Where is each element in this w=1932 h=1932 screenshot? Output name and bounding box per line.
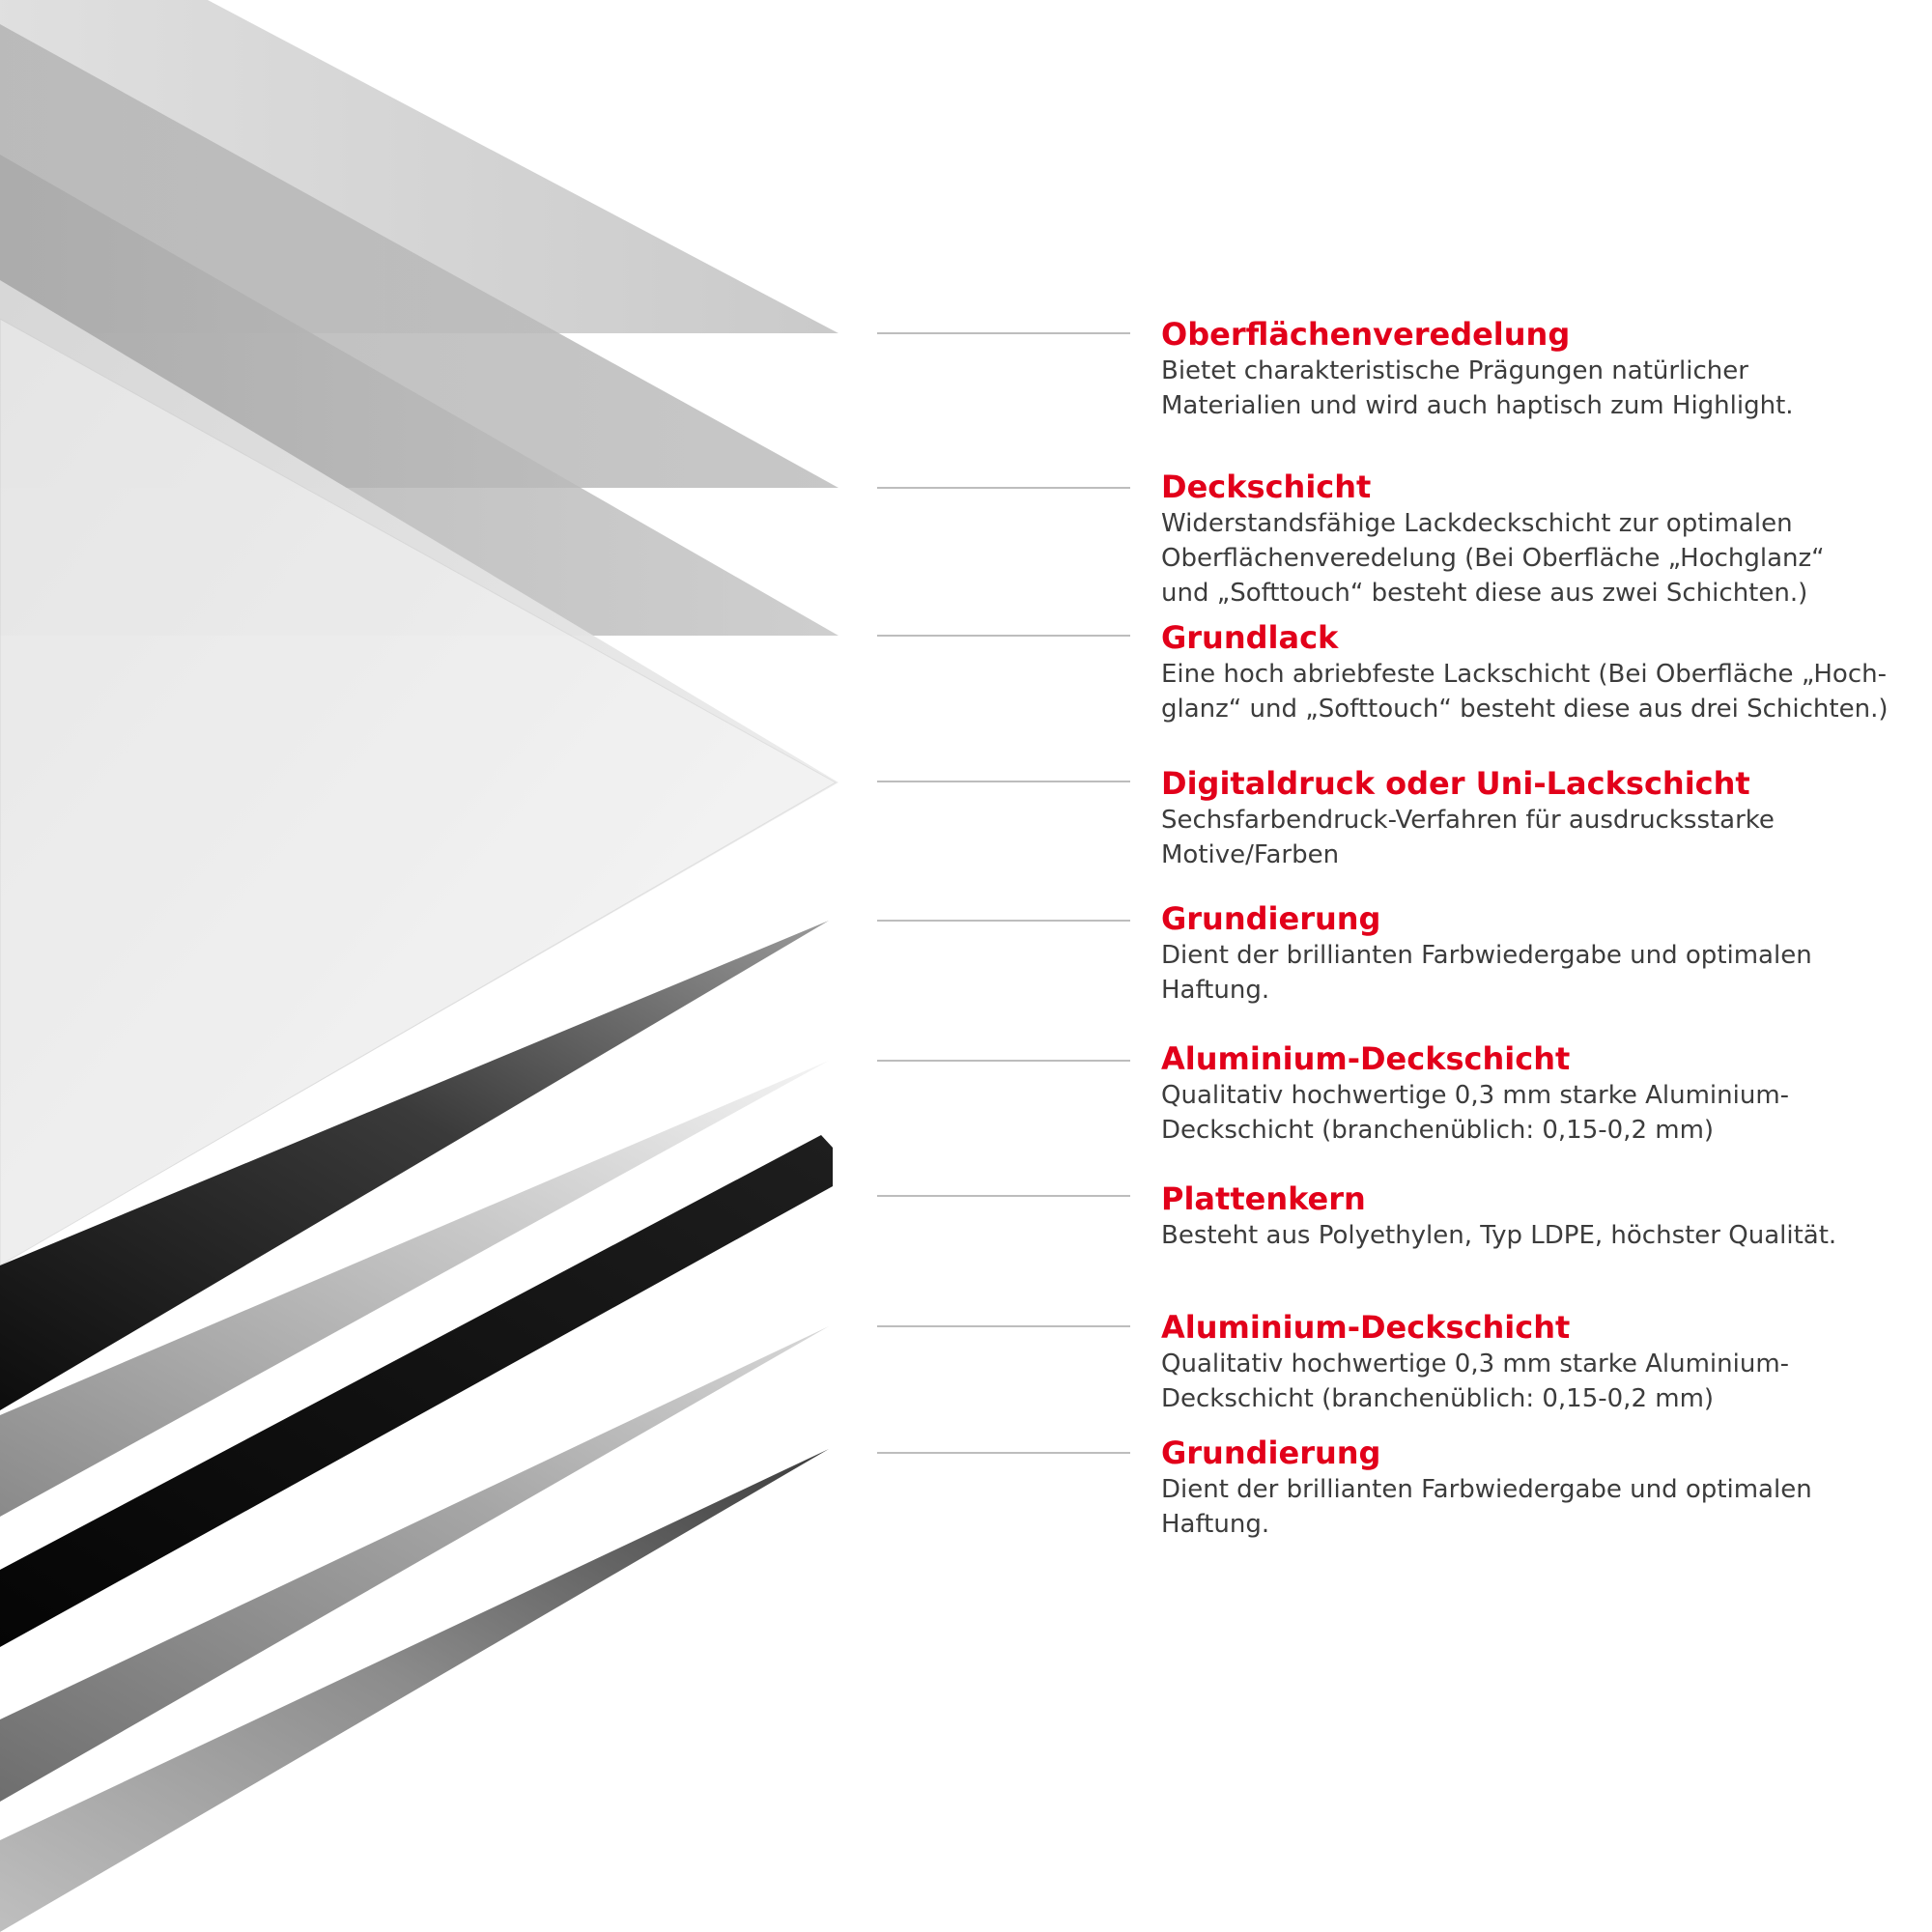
- label-title: Grundierung: [1161, 900, 1381, 937]
- label-title: Deckschicht: [1161, 469, 1372, 505]
- leader-line: [877, 1325, 1130, 1327]
- leader-line: [877, 332, 1130, 334]
- label-desc-line: Motive/Farben: [1161, 840, 1340, 869]
- label-desc-line: Haftung.: [1161, 976, 1270, 1005]
- label-core: [1161, 1180, 1895, 1253]
- label-title: Digitaldruck oder Uni-Lackschicht: [1161, 765, 1750, 802]
- label-title: Plattenkern: [1161, 1180, 1366, 1217]
- label-desc-line: Bietet charakteristische Prägungen natürlicher: [1161, 356, 1748, 385]
- label-title: Aluminium-Deckschicht: [1161, 1309, 1571, 1346]
- label-title: Grundierung: [1161, 1435, 1381, 1471]
- label-title: Grundlack: [1161, 619, 1339, 656]
- label-digital-print: [1161, 765, 1895, 872]
- label-desc-line: Widerstandsfähige Lackdeckschicht zur optimalen: [1161, 509, 1793, 538]
- leader-line: [877, 487, 1130, 489]
- leader-line: [877, 1060, 1130, 1062]
- label-desc-line: glanz“ und „Softtouch“ besteht diese aus drei Schichten.): [1161, 695, 1889, 724]
- label-primer: [1161, 900, 1895, 1008]
- label-base-lacquer: [1161, 619, 1895, 726]
- leader-line: [877, 781, 1130, 782]
- label-desc-line: Haftung.: [1161, 1510, 1270, 1539]
- label-primer-bottom: [1161, 1435, 1895, 1542]
- label-desc-line: Qualitativ hochwertige 0,3 mm starke Aluminium-: [1161, 1081, 1790, 1110]
- label-desc-line: Dient der brillianten Farbwiedergabe und optimalen: [1161, 941, 1812, 970]
- label-desc-line: Eine hoch abriebfeste Lackschicht (Bei Oberfläche „Hoch-: [1161, 660, 1887, 689]
- leader-line: [877, 635, 1130, 637]
- label-desc-line: Sechsfarbendruck-Verfahren für ausdrucksstarke: [1161, 806, 1775, 835]
- label-desc-line: Qualitativ hochwertige 0,3 mm starke Aluminium-: [1161, 1350, 1790, 1378]
- label-desc-line: Oberflächenveredelung (Bei Oberfläche „Hochglanz“: [1161, 544, 1825, 573]
- label-top-coat: [1161, 469, 1895, 611]
- label-surface-finish: [1161, 316, 1895, 423]
- label-desc-line: Besteht aus Polyethylen, Typ LDPE, höchster Qualität.: [1161, 1221, 1837, 1250]
- label-title: Oberflächenveredelung: [1161, 316, 1571, 353]
- leader-line: [877, 920, 1130, 922]
- label-aluminium-bottom: [1161, 1309, 1895, 1416]
- leader-line: [877, 1452, 1130, 1454]
- label-desc-line: Dient der brillianten Farbwiedergabe und optimalen: [1161, 1475, 1812, 1504]
- label-desc-line: Materialien und wird auch haptisch zum Highlight.: [1161, 391, 1794, 420]
- label-aluminium-top: [1161, 1040, 1895, 1148]
- label-desc-line: und „Softtouch“ besteht diese aus zwei Schichten.): [1161, 579, 1808, 608]
- label-desc-line: Deckschicht (branchenüblich: 0,15-0,2 mm): [1161, 1116, 1715, 1145]
- label-desc-line: Deckschicht (branchenüblich: 0,15-0,2 mm): [1161, 1384, 1715, 1413]
- leader-line: [877, 1195, 1130, 1197]
- label-title: Aluminium-Deckschicht: [1161, 1040, 1571, 1077]
